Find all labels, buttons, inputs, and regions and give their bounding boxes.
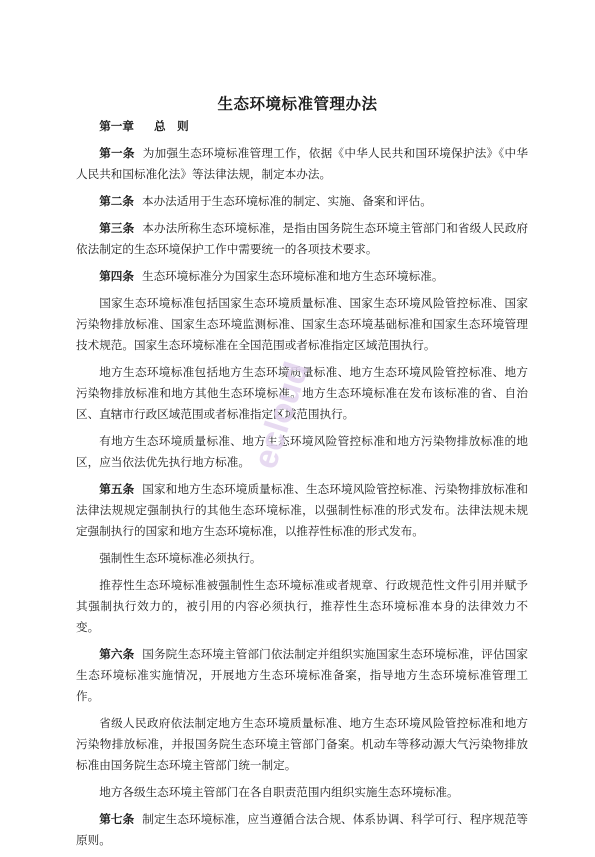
article-number: 第六条 [99, 647, 135, 661]
article-3 [76, 218, 528, 260]
paragraph [76, 431, 528, 473]
chapter-name: 总 则 [153, 119, 189, 133]
paragraph-text: 国家生态环境标准包括国家生态环境质量标准、国家生态环境风险管控标准、国家污染物排放标准、国家生态环境监测标准、国家生态环境基础标准和国家生态环境管理技术规范。国家生态环境标准在全国范围或者标准指定区域范围执行。 [76, 296, 528, 352]
article-text: 为加强生态环境标准管理工作，依据《中华人民共和国环境保护法》《中华人民共和国标准化法》等法律法规，制定本办法。 [76, 146, 528, 181]
paragraph-text: 推荐性生态环境标准被强制性生态环境标准或者规章、行政规范性文件引用并赋予其强制执行效力的，被引用的内容必须执行，推荐性生态环境标准本身的法律效力不变。 [76, 578, 528, 634]
article-text: 生态环境标准分为国家生态环境标准和地方生态环境标准。 [141, 269, 444, 283]
document-body [76, 116, 528, 857]
article-text: 国家和地方生态环境质量标准、生态环境风险管控标准、污染物排放标准和法律法规规定强制执行的其他生态环境标准，以强制性标准的形式发布。法律法规未规定强制执行的国家和地方生态环境标准，以推荐性标准的形式发布。 [76, 482, 528, 538]
chapter-heading [76, 116, 528, 137]
paragraph [76, 293, 528, 356]
article-2 [76, 191, 528, 212]
article-1 [76, 143, 528, 185]
article-number: 第一条 [99, 146, 135, 160]
article-number: 第五条 [99, 482, 135, 496]
paragraph [76, 362, 528, 425]
article-6 [76, 644, 528, 707]
watermark-text: ecloud [246, 357, 317, 474]
article-number: 第三条 [99, 221, 135, 235]
article-number: 第四条 [99, 269, 134, 283]
article-text: 本办法适用于生态环境标准的制定、实施、备案和评估。 [141, 194, 432, 208]
article-5 [76, 479, 528, 542]
paragraph-text: 省级人民政府依法制定地方生态环境质量标准、地方生态环境风险管控标准和地方污染物排放标准，并报国务院生态环境主管部门备案。机动车等移动源大气污染物排放标准由国务院生态环境主管部门统一制定。 [76, 716, 528, 772]
paragraph [76, 548, 528, 569]
paragraph [76, 782, 528, 803]
article-number: 第七条 [99, 812, 135, 826]
document-title: 生态环境标准管理办法 [217, 95, 378, 113]
article-text: 制定生态环境标准，应当遵循合法合规、体系协调、科学可行、程序规范等原则。 [76, 812, 528, 847]
article-number: 第二条 [99, 194, 134, 208]
paragraph [76, 713, 528, 776]
paragraph-text: 有地方生态环境质量标准、地方生态环境风险管控标准和地方污染物排放标准的地区，应当依法优先执行地方标准。 [76, 434, 528, 469]
article-text: 本办法所称生态环境标准，是指由国务院生态环境主管部门和省级人民政府依法制定的生态环境保护工作中需要统一的各项技术要求。 [76, 221, 528, 256]
article-4 [76, 266, 528, 287]
paragraph-text: 地方生态环境标准包括地方生态环境质量标准、地方生态环境风险管控标准、地方污染物排放标准和地方其他生态环境标准。地方生态环境标准在发布该标准的省、自治区、直辖市行政区域范围或者标准指定区域范围执行。 [76, 365, 528, 421]
paragraph-text: 强制性生态环境标准必须执行。 [99, 551, 262, 565]
article-7 [76, 809, 528, 851]
paragraph-text: 地方各级生态环境主管部门在各自职责范围内组织实施生态环境标准。 [99, 785, 459, 799]
article-text: 国务院生态环境主管部门依法制定并组织实施国家生态环境标准，评估国家生态环境标准实施情况，开展地方生态环境标准备案，指导地方生态环境标准管理工作。 [76, 647, 528, 703]
paragraph [76, 575, 528, 638]
chapter-number: 第一章 [99, 119, 134, 133]
